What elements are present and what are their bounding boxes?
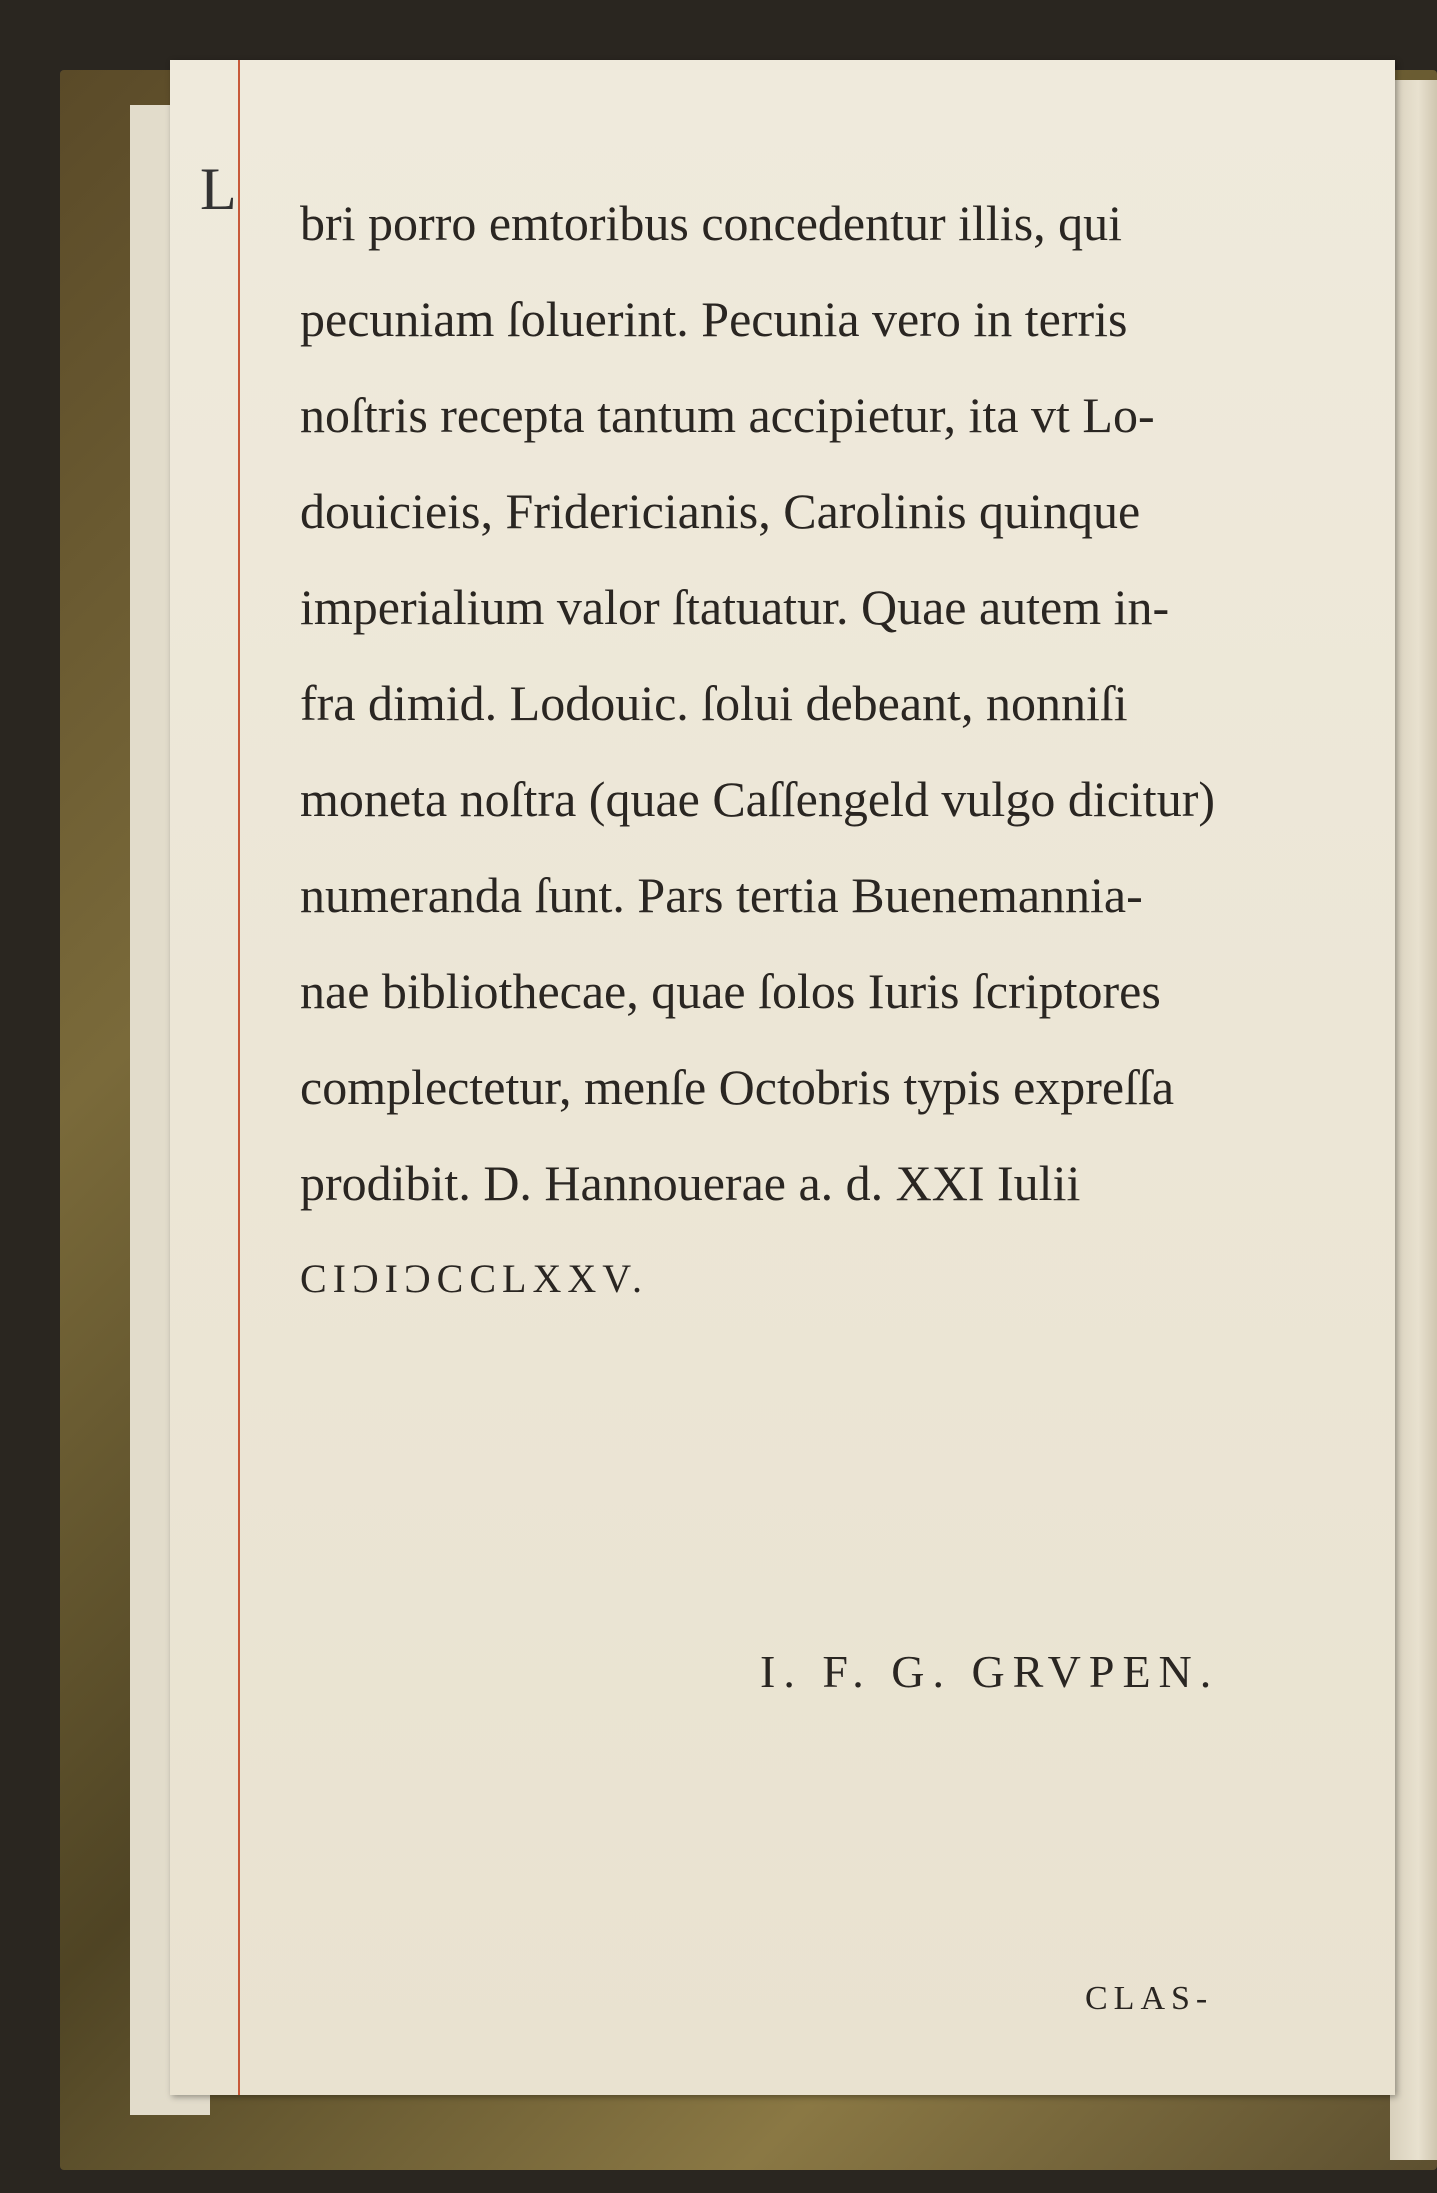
text-line: douicieis, Fridericianis, Carolinis quinque xyxy=(300,483,1141,539)
date-line: CIƆIƆCCLXXV. xyxy=(300,1256,648,1301)
text-line: nae bibliothecae, quae ſolos Iuris ſcriptores xyxy=(300,963,1161,1019)
text-line: complectetur, menſe Octobris typis expreſſa xyxy=(300,1059,1175,1115)
signature-line: I. F. G. GRVPEN. xyxy=(760,1646,1220,1697)
text-line: bri porro emtoribus concedentur illis, qui xyxy=(300,195,1123,251)
text-line: numeranda ſunt. Pars tertia Buenemannia- xyxy=(300,867,1143,923)
text-line: prodibit. D. Hannouerae a. d. XXI Iulii xyxy=(300,1155,1081,1211)
catchword: CLAS- xyxy=(1085,1980,1214,2017)
page-edge-rule xyxy=(238,60,240,2095)
text-line: imperialium valor ſtatuatur. Quae autem in- xyxy=(300,579,1170,635)
facing-page-edge xyxy=(1390,80,1437,2160)
margin-pencil-mark: L xyxy=(200,156,237,222)
text-line: moneta noſtra (quae Caſſengeld vulgo dicitur) xyxy=(300,771,1215,827)
text-line: fra dimid. Lodouic. ſolui debeant, nonniſi xyxy=(300,675,1128,731)
page-body-text xyxy=(300,175,1270,1327)
text-line: noſtris recepta tantum accipietur, ita vt Lo- xyxy=(300,387,1155,443)
text-line: pecuniam ſoluerint. Pecunia vero in terris xyxy=(300,291,1128,347)
